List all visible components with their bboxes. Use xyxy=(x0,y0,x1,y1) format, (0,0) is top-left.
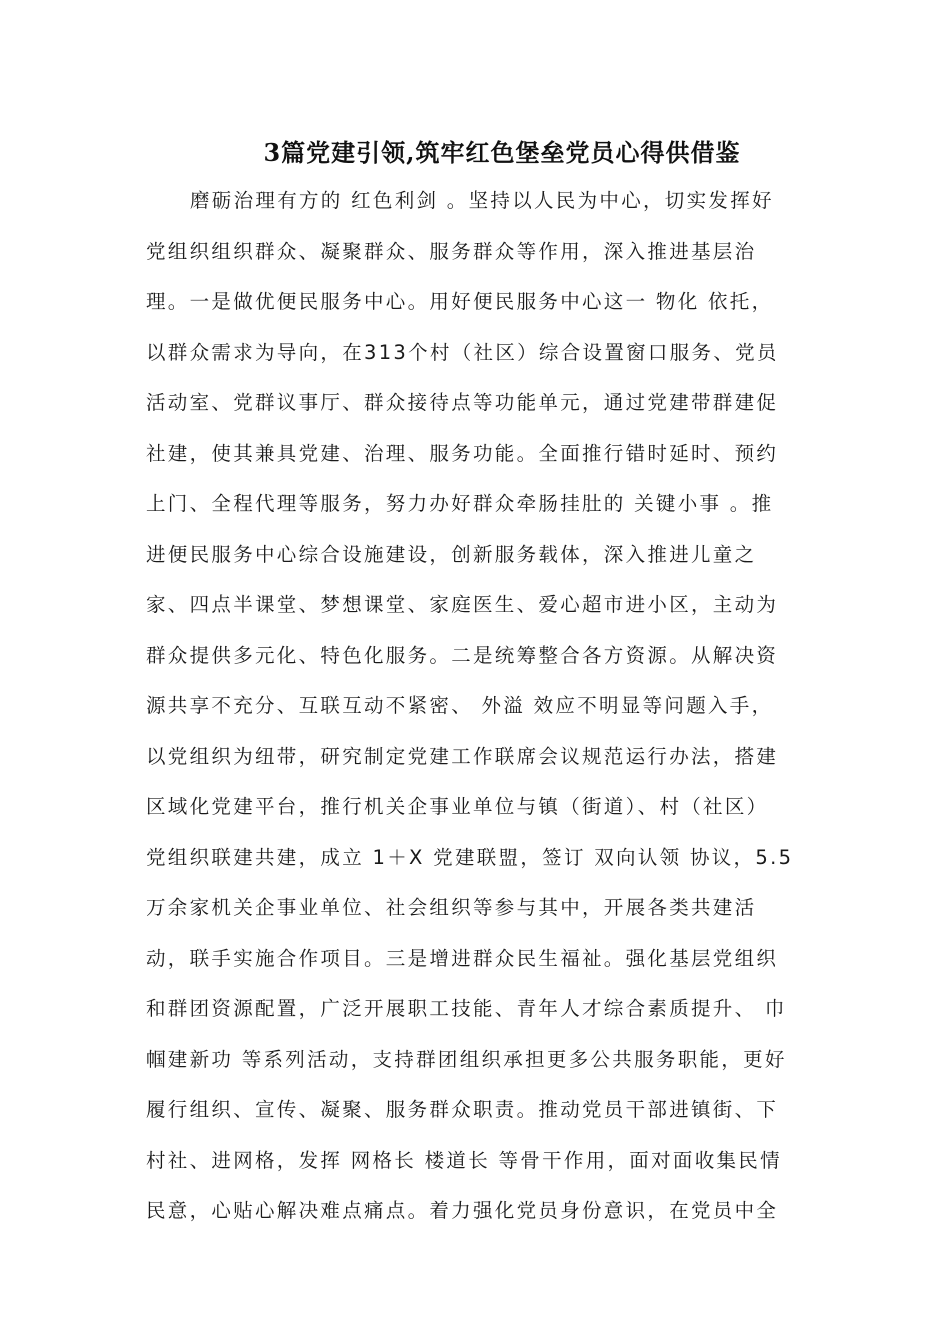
paragraph-line: 帼建新功 等系列活动，支持群团组织承担更多公共服务职能，更好 xyxy=(146,1047,787,1071)
paragraph-line: 以群众需求为导向，在313个村（社区）综合设置窗口服务、党员 xyxy=(146,340,779,364)
paragraph-line: 万余家机关企事业单位、社会组织等参与其中，开展各类共建活 xyxy=(146,896,757,919)
paragraph-line: 党组织组织群众、凝聚群众、服务群众等作用，深入推进基层治 xyxy=(146,239,757,263)
paragraph-line: 履行组织、宣传、凝聚、服务群众职责。推动党员干部进镇街、下 xyxy=(146,1098,779,1121)
paragraph-line: 社建，使其兼具党建、治理、服务功能。全面推行错时延时、预约 xyxy=(146,441,779,465)
paragraph-line: 活动室、党群议事厅、群众接待点等功能单元，通过党建带群建促 xyxy=(146,391,779,414)
paragraph-line: 群众提供多元化、特色化服务。二是统筹整合各方资源。从解决资 xyxy=(146,643,779,667)
paragraph-line: 村社、进网格，发挥 网格长 楼道长 等骨干作用，面对面收集民情 xyxy=(146,1148,782,1172)
paragraph-line: 区域化党建平台，推行机关企事业单位与镇（街道）、村（社区） xyxy=(146,795,769,818)
paragraph-line: 家、四点半课堂、梦想课堂、家庭医生、爱心超市进小区，主动为 xyxy=(146,593,779,616)
paragraph-line: 民意，心贴心解决难点痛点。着力强化党员身份意识，在党员中全 xyxy=(146,1199,779,1222)
paragraph-line: 党组织联建共建，成立 1＋X 党建联盟，签订 双向认领 协议，5.5 xyxy=(146,845,794,869)
document-body xyxy=(146,182,826,1243)
paragraph-line: 上门、全程代理等服务，努力办好群众牵肠挂肚的 关键小事 。推 xyxy=(146,492,774,515)
paragraph-line: 理。一是做优便民服务中心。用好便民服务中心这一 物化 依托， xyxy=(146,290,774,313)
paragraph-line: 和群团资源配置，广泛开展职工技能、青年人才综合素质提升、 巾 xyxy=(146,997,787,1020)
paragraph-line: 以党组织为纽带，研究制定党建工作联席会议规范运行办法，搭建 xyxy=(146,744,779,768)
document-title: 3篇党建引领,筑牢红色堡垒党员心得供借鉴 xyxy=(263,138,741,167)
paragraph-line: 源共享不充分、互联互动不紧密、 外溢 效应不明显等问题入手， xyxy=(146,694,774,717)
paragraph-line: 磨砺治理有方的 红色利剑 。坚持以人民为中心，切实发挥好 xyxy=(190,189,774,212)
paragraph-line: 动，联手实施合作项目。三是增进群众民生福祉。强化基层党组织 xyxy=(146,946,779,970)
paragraph-line: 进便民服务中心综合设施建设，创新服务载体，深入推进儿童之 xyxy=(146,542,757,566)
